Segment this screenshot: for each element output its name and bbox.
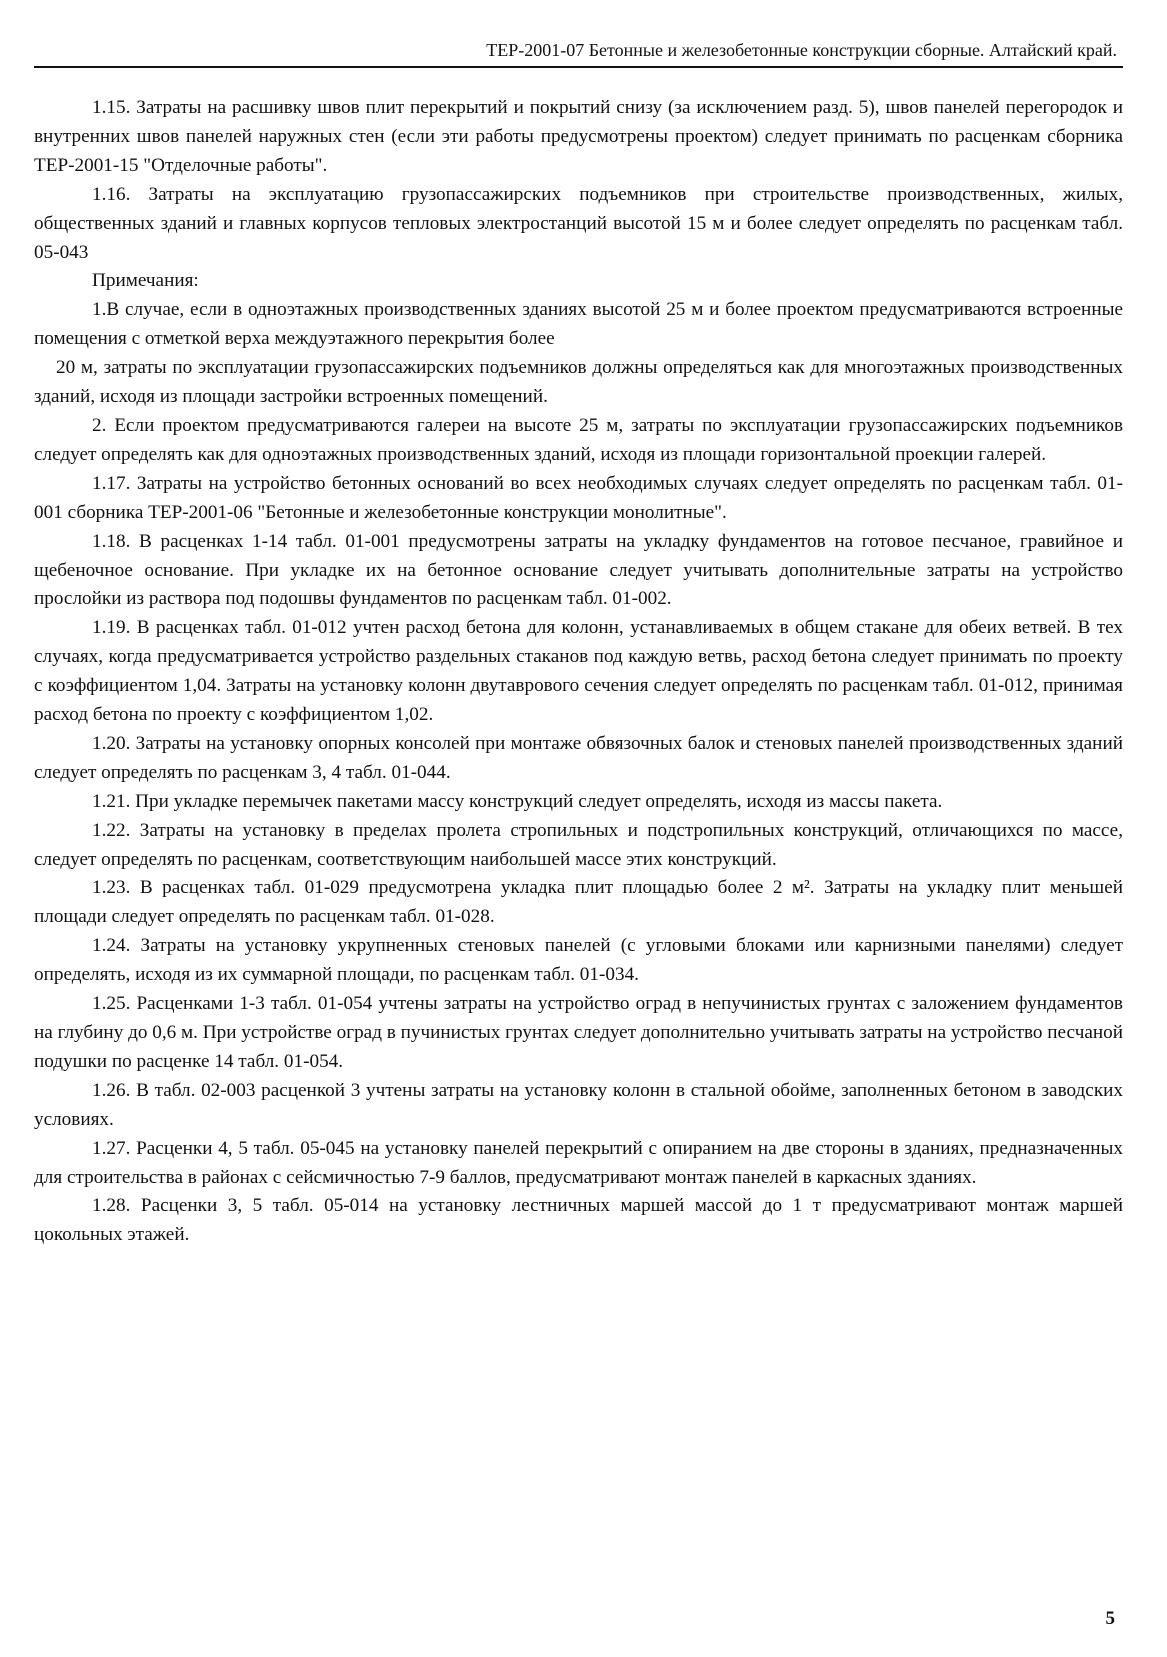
document-body: [34, 94, 1123, 1250]
note-1: 1.В случае, если в одноэтажных производственных зданиях высотой 25 м и более проектом предусматриваются встроенные помещения с отметкой верха междуэтажного перекрытия более: [34, 299, 1123, 350]
running-header: [34, 38, 1123, 68]
paragraph-1-20: 1.20. Затраты на установку опорных консолей при монтаже обвязочных балок и стеновых панелей производственных зданий следует определять по расценкам 3, 4 табл. 01-044.: [34, 732, 1123, 783]
paragraph-1-21: 1.21. При укладке перемычек пакетами массу конструкций следует определять, исходя из массы пакета.: [92, 790, 943, 812]
notes-heading: Примечания:: [92, 270, 199, 292]
paragraph-1-19: 1.19. В расценках табл. 01-012 учтен расход бетона для колонн, устанавливаемых в общем стакане для обеих ветвей. В тех случаях, когда предусматривается устройство раздельных стаканов под каждую ветвь, расход бетона следует принимать по проекту с коэффициентом 1,04. Затраты на установку колонн двутаврового сечения следует определять по расценкам табл. 01-012, принимая расход бетона по проекту с коэффициентом 1,02.: [34, 617, 1123, 726]
header-title: ТЕР-2001-07 Бетонные и железобетонные конструкции сборные. Алтайский край.: [486, 40, 1117, 60]
paragraph-1-16: 1.16. Затраты на эксплуатацию грузопассажирских подъемников при строительстве производственных, жилых, общественных зданий и главных корпусов тепловых электростанций высотой 15 м и более следует определять по расценкам табл. 05-043: [34, 183, 1123, 263]
paragraph-1-24: 1.24. Затраты на установку укрупненных стеновых панелей (с угловыми блоками или карнизными панелями) следует определять, исходя из их суммарной площади, по расценкам табл. 01-034.: [34, 935, 1123, 986]
note-2: 2. Если проектом предусматриваются галереи на высоте 25 м, затраты по эксплуатации грузопассажирских подъемников следует определять как для одноэтажных производственных зданий, исходя из площади горизонтальной проекции галерей.: [34, 414, 1123, 465]
paragraph-1-22: 1.22. Затраты на установку в пределах пролета стропильных и подстропильных конструкций, отличающихся по массе, следует определять по расценкам, соответствующим наибольшей массе этих конструкций.: [34, 819, 1123, 870]
paragraph-1-18: 1.18. В расценках 1-14 табл. 01-001 предусмотрены затраты на укладку фундаментов на готовое песчаное, гравийное и щебеночное основание. При укладке их на бетонное основание следует учитывать дополнительные затраты на устройство прослойки из раствора под подошвы фундаментов по расценкам табл. 01-002.: [34, 530, 1123, 610]
paragraph-1-17: 1.17. Затраты на устройство бетонных оснований во всех необходимых случаях следует определять по расценкам табл. 01-001 сборника ТЕР-2001-06 "Бетонные и железобетонные конструкции монолитные".: [34, 472, 1123, 523]
paragraph-1-25: 1.25. Расценками 1-3 табл. 01-054 учтены затраты на устройство оград в непучинистых грунтах с заложением фундаментов на глубину до 0,6 м. При устройстве оград в пучинистых грунтах следует дополнительно учитывать затраты на устройство песчаной подушки по расценке 14 табл. 01-054.: [34, 993, 1123, 1072]
note-1-continued: 20 м, затраты по эксплуатации грузопассажирских подъемников должны определяться как для многоэтажных производственных зданий, исходя из площади застройки встроенных помещений.: [34, 357, 1123, 408]
paragraph-1-27: 1.27. Расценки 4, 5 табл. 05-045 на установку панелей перекрытий с опиранием на две стороны в зданиях, предназначенных для строительства в районах с сейсмичностью 7-9 баллов, предусматривают монтаж панелей в каркасных зданиях.: [34, 1137, 1123, 1188]
paragraph-1-26: 1.26. В табл. 02-003 расценкой 3 учтены затраты на установку колонн в стальной обойме, заполненных бетоном в заводских условиях.: [34, 1079, 1123, 1130]
paragraph-1-23: 1.23. В расценках табл. 01-029 предусмотрена укладка плит площадью более 2 м². Затраты на укладку плит меньшей площади следует определять по расценкам табл. 01-028.: [34, 877, 1123, 928]
page-number: 5: [1105, 1608, 1115, 1629]
paragraph-1-28: 1.28. Расценки 3, 5 табл. 05-014 на установку лестничных маршей массой до 1 т предусматривают монтаж маршей цокольных этажей.: [34, 1195, 1123, 1246]
paragraph-1-15: 1.15. Затраты на расшивку швов плит перекрытий и покрытий снизу (за исключением разд. 5), швов панелей перегородок и внутренних швов панелей наружных стен (если эти работы предусмотрены проектом) следует принимать по расценкам сборника ТЕР-2001-15 "Отделочные работы".: [34, 97, 1123, 176]
